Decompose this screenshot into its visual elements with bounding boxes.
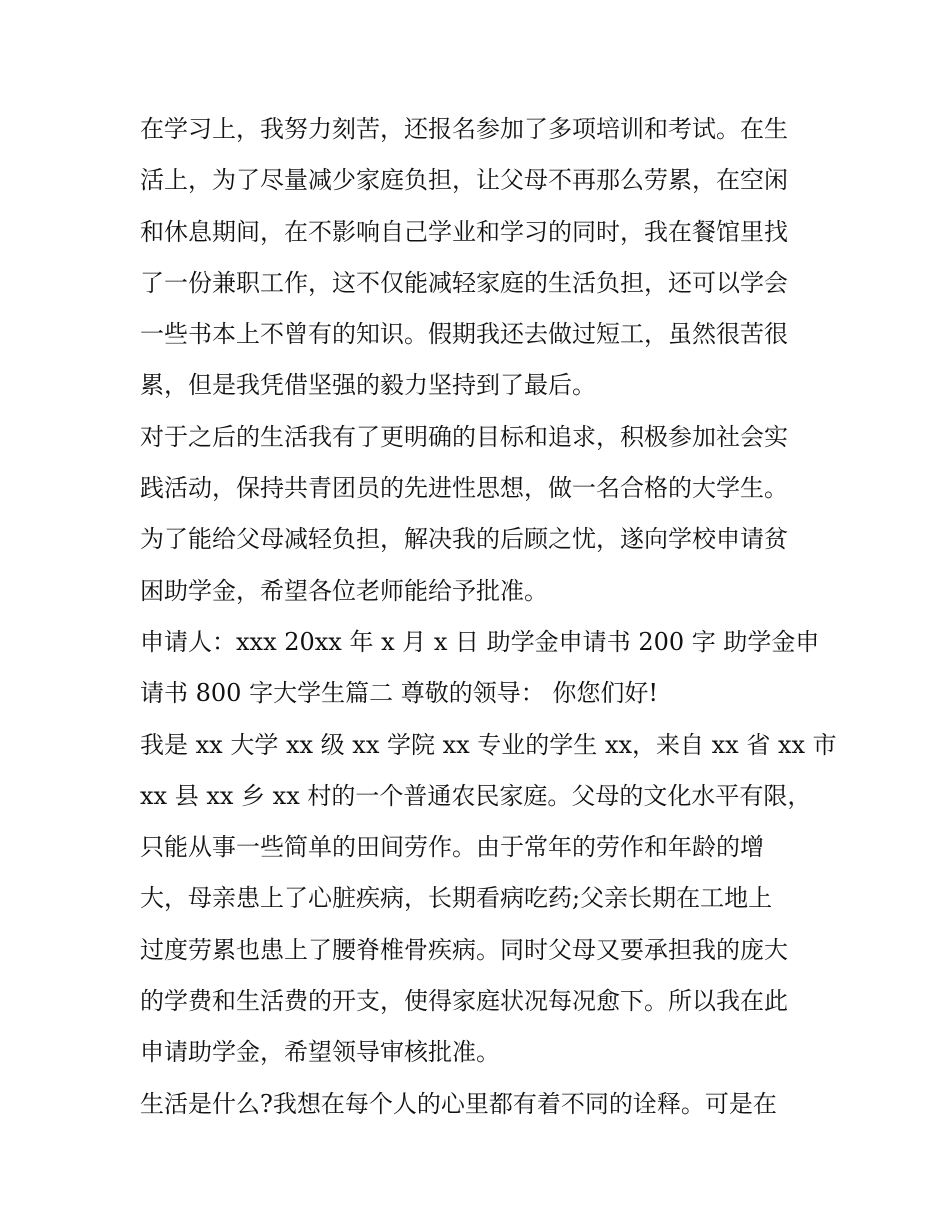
text-line: 了一份兼职工作，这不仅能减轻家庭的生活负担，还可以学会 [140,268,788,297]
text-line: 在学习上，我努力刻苦，还报名参加了多项培训和考试。在生 [140,115,788,143]
text-line: 践活动，保持共青团员的先进性思想，做一名合格的大学生。 [140,474,788,503]
text-line: 为了能给父母减轻负担，解决我的后顾之忧，遂向学校申请贫 [140,525,788,554]
text-line: 过度劳累也患上了腰脊椎骨疾病。同时父母又要承担我的庞大 [140,935,788,964]
text-line: xx 县 xx 乡 xx 村的一个普通农民家庭。父母的文化水平有限， [140,781,812,810]
text-line: 的学费和生活费的开支，使得家庭状况每况愈下。所以我在此 [140,987,788,1016]
text-line: 一些书本上不曾有的知识。假期我还去做过短工，虽然很苦很 [140,320,788,349]
text-line: 请书 800 字大学生篇二 尊敬的领导： 你您们好! [140,679,658,708]
text-line: 活上，为了尽量减少家庭负担，让父母不再那么劳累，在空闲 [140,166,788,195]
text-line: 我是 xx 大学 xx 级 xx 学院 xx 专业的学生 xx，来自 xx 省 xx 市 [140,730,837,759]
text-line: 申请助学金，希望领导审核批准。 [140,1038,500,1067]
text-line: 生活是什么?我想在每个人的心里都有着不同的诠释。可是在 [140,1089,777,1118]
text-line: 困助学金，希望各位老师能给予批准。 [140,576,548,605]
text-line: 和休息期间，在不影响自己学业和学习的同时，我在餐馆里找 [140,217,788,246]
body-text [140,104,837,1130]
text-line: 申请人：xxx 20xx 年 x 月 x 日 助学金申请书 200 字 助学金申 [140,627,820,656]
text-line: 累，但是我凭借坚强的毅力坚持到了最后。 [140,371,596,400]
text-line: 大，母亲患上了心脏疾病，长期看病吃药;父亲长期在工地上 [140,884,773,913]
text-line: 对于之后的生活我有了更明确的目标和追求，积极参加社会实 [140,422,788,451]
text-line: 只能从事一些简单的田间劳作。由于常年的劳作和年龄的增 [140,833,764,862]
